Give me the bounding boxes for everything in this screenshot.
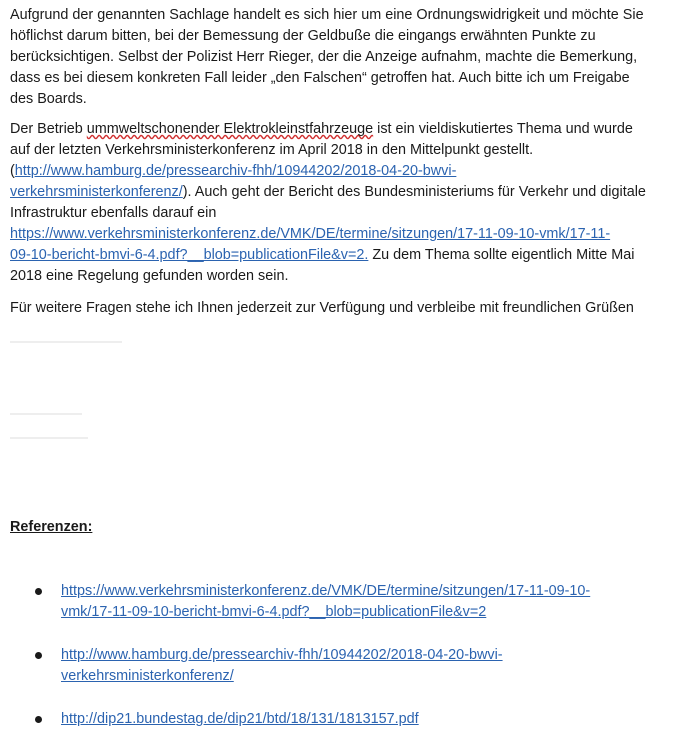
paragraph-line: Für weitere Fragen stehe ich Ihnen jederzeit zur Verfügung und verbleibe mit freundlichen Grüßen <box>10 300 634 316</box>
paragraph-line: Infrastruktur ebenfalls darauf ein <box>10 205 217 221</box>
paragraph-closing <box>10 298 678 319</box>
reference-link[interactable]: https://www.verkehrsministerkonferenz.de/VMK/DE/termine/sitzungen/17-11-09-10- <box>61 583 591 599</box>
paragraph-line <box>10 161 678 182</box>
references-heading: Referenzen: <box>10 519 93 535</box>
paragraph-line: 2018 eine Regelung gefunden worden sein. <box>10 268 289 284</box>
paragraph-request <box>10 5 678 110</box>
text-run: ist ein vieldiskutiertes Thema und wurde <box>373 121 633 137</box>
redacted-address-line <box>10 413 82 415</box>
paragraph-line <box>10 224 678 245</box>
bullet-icon <box>35 716 42 723</box>
reference-link-cont[interactable]: verkehrsministerkonferenz/ <box>61 668 234 684</box>
paragraph-line <box>10 119 678 140</box>
reference-link[interactable]: http://www.hamburg.de/pressearchiv-fhh/10944202/2018-04-20-bwvi- <box>61 647 503 663</box>
paragraph-line: des Boards. <box>10 91 87 107</box>
paragraph-line: auf der letzten Verkehrsministerkonferenz im April 2018 in den Mittelpunkt gestellt. <box>10 142 534 158</box>
reference-item <box>61 645 671 687</box>
hamburg-press-link-cont[interactable]: verkehrsministerkonferenz/ <box>10 184 183 200</box>
paragraph-context <box>10 119 678 287</box>
paragraph-line: berücksichtigen. Selbst der Polizist Herr Rieger, der die Anzeige aufnahm, machte die Bemerkung, <box>10 49 638 65</box>
vmk-report-link-cont[interactable]: 09-10-bericht-bmvi-6-4.pdf?__blob=publicationFile&v=2. <box>10 247 369 263</box>
bullet-icon <box>35 588 42 595</box>
paragraph-line <box>10 245 678 266</box>
vmk-report-link[interactable]: https://www.verkehrsministerkonferenz.de/VMK/DE/termine/sitzungen/17-11-09-10-vmk/17-11- <box>10 226 611 242</box>
redacted-signature-line <box>10 341 122 343</box>
spellcheck-flagged-text: ummweltschonender Elektrokleinstfahrzeuge <box>86 121 374 137</box>
text-run: Zu dem Thema sollte eigentlich Mitte Mai <box>368 247 635 263</box>
reference-link[interactable]: http://dip21.bundestag.de/dip21/btd/18/131/1813157.pdf <box>61 711 419 727</box>
text-run: ( <box>10 163 15 179</box>
paragraph-line: höflichst darum bitten, bei der Bemessung der Geldbuße die eingangs erwähnten Punkte zu <box>10 28 596 44</box>
reference-item <box>61 581 671 623</box>
reference-item <box>61 709 671 730</box>
redacted-address-line <box>10 437 88 439</box>
paragraph-line <box>10 182 678 203</box>
reference-link-cont[interactable]: vmk/17-11-09-10-bericht-bmvi-6-4.pdf?__blob=publicationFile&v=2 <box>61 604 487 620</box>
hamburg-press-link[interactable]: http://www.hamburg.de/pressearchiv-fhh/10944202/2018-04-20-bwvi- <box>14 163 457 179</box>
bullet-icon <box>35 652 42 659</box>
text-run: Der Betrieb <box>10 121 87 137</box>
paragraph-line: dass es bei diesem konkreten Fall leider „den Falschen“ getroffen hat. Auch bitte ich um Freigabe <box>10 70 630 86</box>
text-run: ). Auch geht der Bericht des Bundesministeriums für Verkehr und digitale <box>182 184 646 200</box>
paragraph-line: Aufgrund der genannten Sachlage handelt es sich hier um eine Ordnungswidrigkeit und möchte Sie <box>10 7 644 23</box>
